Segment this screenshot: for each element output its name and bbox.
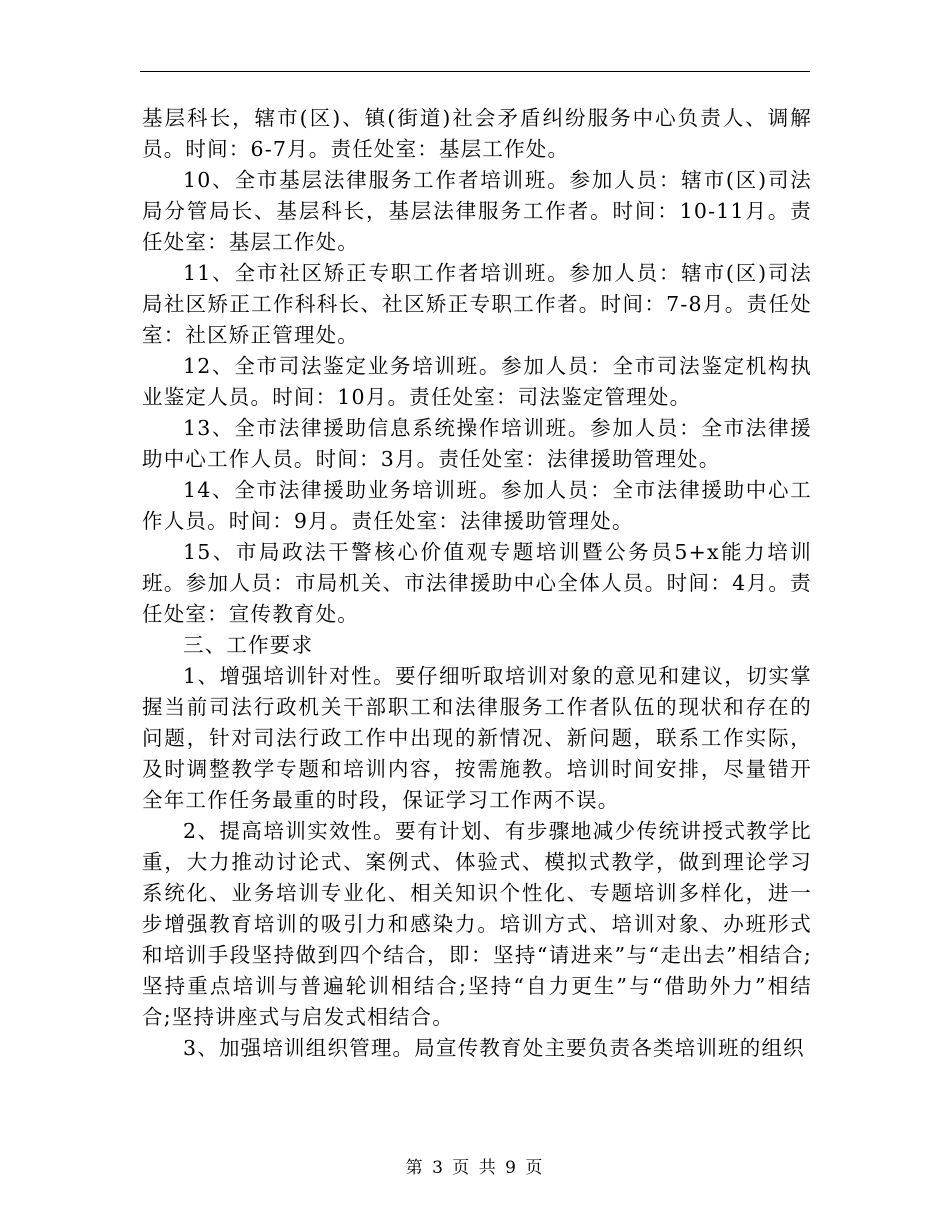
paragraph: 15、市局政法干警核心价值观专题培训暨公务员5+x能力培训班。参加人员：市局机关、市法律援助中心全体人员。时间：4月。责任处室：宣传教育处。 [142, 540, 812, 626]
paragraph: 14、全市法律援助业务培训班。参加人员：全市法律援助中心工作人员。时间：9月。责任处室：法律援助管理处。 [142, 478, 812, 533]
paragraph: 12、全市司法鉴定业务培训班。参加人员：全市司法鉴定机构执业鉴定人员。时间：10月。责任处室：司法鉴定管理处。 [142, 354, 812, 409]
paragraph: 3、加强培训组织管理。局宣传教育处主要负责各类培训班的组织 [183, 1036, 805, 1060]
paragraph: 11、全市社区矫正专职工作者培训班。参加人员：辖市(区)司法局社区矫正工作科科长、社区矫正专职工作者。时间：7-8月。责任处室：社区矫正管理处。 [142, 261, 812, 347]
paragraph: 10、全市基层法律服务工作者培训班。参加人员：辖市(区)司法局分管局长、基层科长，基层法律服务工作者。时间：10-11月。责任处室：基层工作处。 [142, 168, 812, 254]
paragraph: 基层科长，辖市(区)、镇(街道)社会矛盾纠纷服务中心负责人、调解员。时间：6-7月。责任处室：基层工作处。 [142, 106, 812, 161]
paragraph: 2、提高培训实效性。要有计划、有步骤地减少传统讲授式教学比重，大力推动讨论式、案例式、体验式、模拟式教学，做到理论学习系统化、业务培训专业化、相关知识个性化、专题培训多样化，进一步增强教育培训的吸引力和感染力。培训方式、培训对象、办班形式和培训手段坚持做到四个结合，即：坚持“请进来”与“走出去”相结合;坚持重点培训与普遍轮训相结合;坚持“自力更生”与“借助外力”相结合;坚持讲座式与启发式相结合。 [142, 819, 812, 1029]
page-number: 第 3 页 共 9 页 [405, 1158, 545, 1178]
paragraph: 13、全市法律援助信息系统操作培训班。参加人员：全市法律援助中心工作人员。时间：3月。责任处室：法律援助管理处。 [142, 416, 812, 471]
section-heading: 三、工作要求 [183, 633, 314, 657]
paragraph: 1、增强培训针对性。要仔细听取培训对象的意见和建议，切实掌握当前司法行政机关干部职工和法律服务工作者队伍的现状和存在的问题，针对司法行政工作中出现的新情况、新问题，联系工作实际，及时调整教学专题和培训内容，按需施教。培训时间安排，尽量错开全年工作任务最重的时段，保证学习工作两不误。 [142, 664, 812, 812]
document-body [142, 103, 812, 1064]
header-rule [140, 71, 810, 72]
